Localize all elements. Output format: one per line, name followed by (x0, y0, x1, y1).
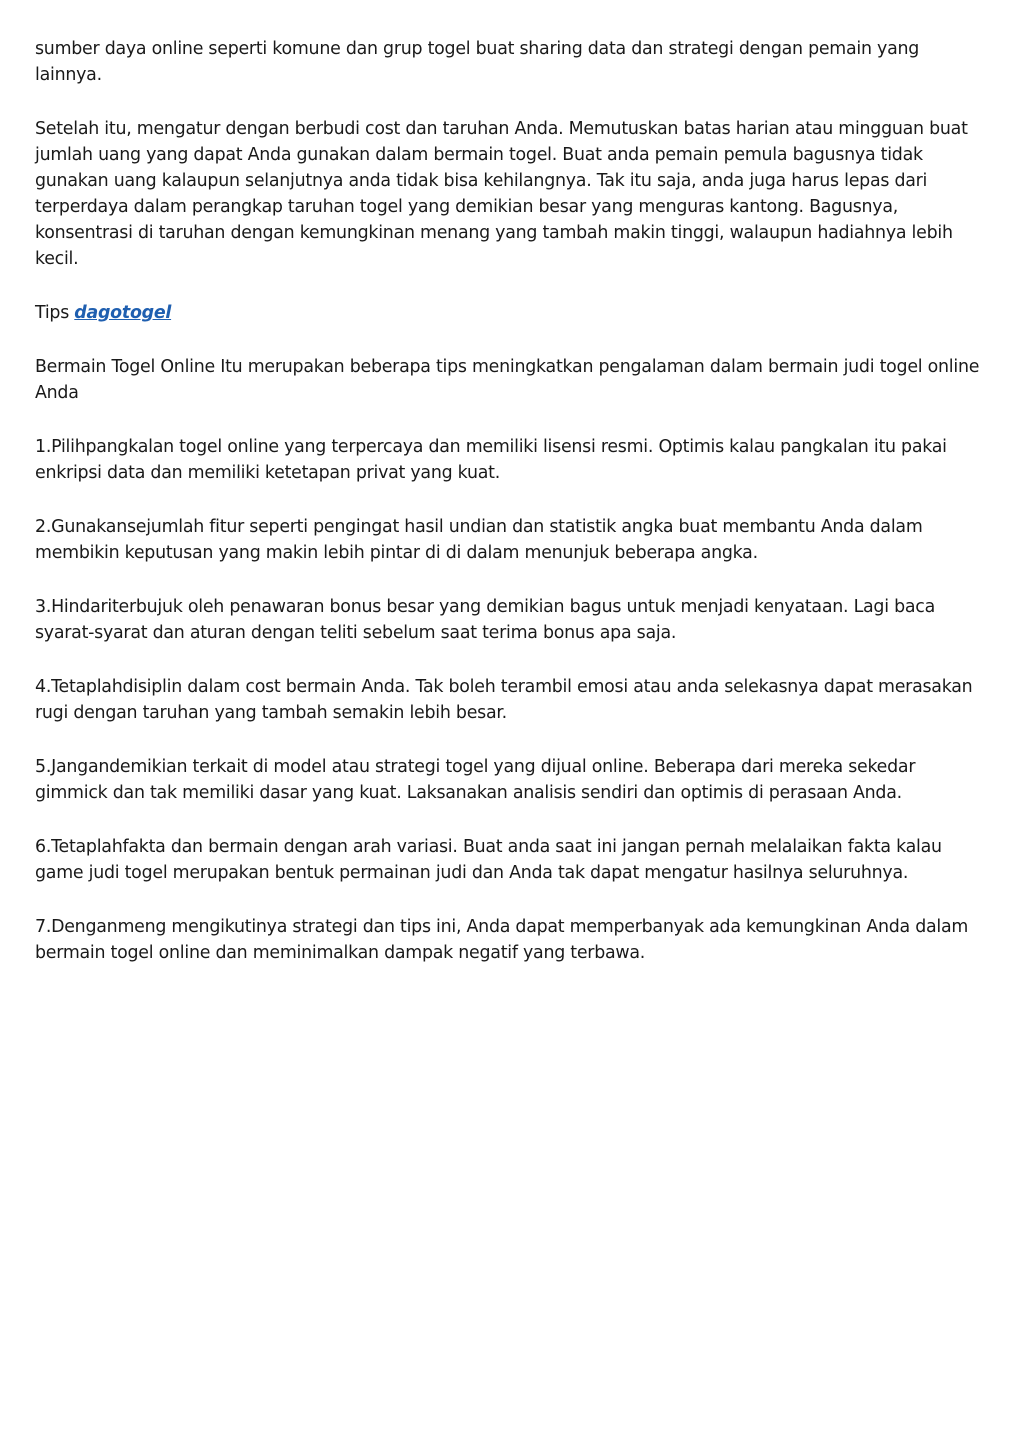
list-item-number: 6. (35, 837, 52, 857)
paragraph-intro: sumber daya online seperti komune dan grup togel buat sharing data dan strategi dengan pemain yang lainnya. (35, 39, 920, 85)
list-item-number: 5. (35, 757, 52, 777)
list-item (35, 594, 990, 646)
list-item-head: Dengan (51, 917, 118, 937)
list-item-number: 7. (35, 917, 52, 937)
list-item-body: pangkalan togel online yang terpercaya dan memiliki lisensi resmi. Optimis kalau pangkalan itu pakai enkripsi data dan memiliki ketetapan privat yang kuat. (35, 437, 947, 483)
list-item (35, 434, 990, 486)
list-item-body: sejumlah fitur seperti pengingat hasil undian dan statistik angka buat membantu Anda dalam membikin keputusan yang makin lebih pintar di di dalam menunjuk beberapa angka. (35, 517, 923, 563)
paragraph-budget: Setelah itu, mengatur dengan berbudi cost dan taruhan Anda. Memutuskan batas harian atau mingguan buat jumlah uang yang dapat Anda gunakan dalam bermain togel. Buat anda pemain pemula bagusnya tidak gunakan uang kalaupun selanjutnya anda tidak bisa kehilangnya. Tak itu saja, anda juga harus lepas dari terperdaya dalam perangkap taruhan togel yang demikian besar yang menguras kantong. Bagusnya, konsentrasi di taruhan dengan kemungkinan menang yang tambah makin tinggi, walaupun hadiahnya lebih kecil. (35, 119, 968, 269)
document-page (35, 36, 990, 994)
paragraph-tips-intro: Bermain Togel Online Itu merupakan beberapa tips meningkatkan pengalaman dalam bermain judi togel online Anda (35, 357, 980, 403)
list-item (35, 514, 990, 566)
list-item-body: fakta dan bermain dengan arah variasi. Buat anda saat ini jangan pernah melalaikan fakta kalau game judi togel merupakan bentuk permainan judi dan Anda tak dapat mengatur hasilnya seluruhnya. (35, 837, 942, 883)
list-item-head: Tetaplah (51, 837, 123, 857)
list-item-head: Tetaplah (51, 677, 123, 697)
list-item-body: meng mengikutinya strategi dan tips ini, Anda dapat memperbanyak ada kemungkinan Anda dalam bermain togel online dan meminimalkan dampak negatif yang terbawa. (35, 917, 969, 963)
list-item-head: Gunakan (51, 517, 127, 537)
list-item-body: disiplin dalam cost bermain Anda. Tak boleh terambil emosi atau anda selekasnya dapat merasakan rugi dengan taruhan yang tambah semakin lebih besar. (35, 677, 973, 723)
tips-prefix: Tips (35, 303, 75, 323)
list-item-head: Pilih (51, 437, 86, 457)
list-item-body: demikian terkait di model atau strategi togel yang dijual online. Beberapa dari mereka sekedar gimmick dan tak memiliki dasar yang kuat. Laksanakan analisis sendiri dan optimis di perasaan Anda. (35, 757, 916, 803)
list-item-number: 4. (35, 677, 52, 697)
list-item (35, 914, 990, 966)
list-item-head: Jangan (51, 757, 110, 777)
list-item-body: terbujuk oleh penawaran bonus besar yang demikian bagus untuk menjadi kenyataan. Lagi baca syarat-syarat dan aturan dengan teliti sebelum saat terima bonus apa saja. (35, 597, 935, 643)
list-item (35, 754, 990, 806)
dagotogel-link[interactable]: dagotogel (74, 303, 172, 323)
list-item-number: 3. (35, 597, 52, 617)
list-item-head: Hindari (51, 597, 112, 617)
list-item (35, 674, 990, 726)
list-item-number: 1. (35, 437, 52, 457)
list-item (35, 834, 990, 886)
tips-heading (35, 300, 990, 326)
list-item-number: 2. (35, 517, 52, 537)
